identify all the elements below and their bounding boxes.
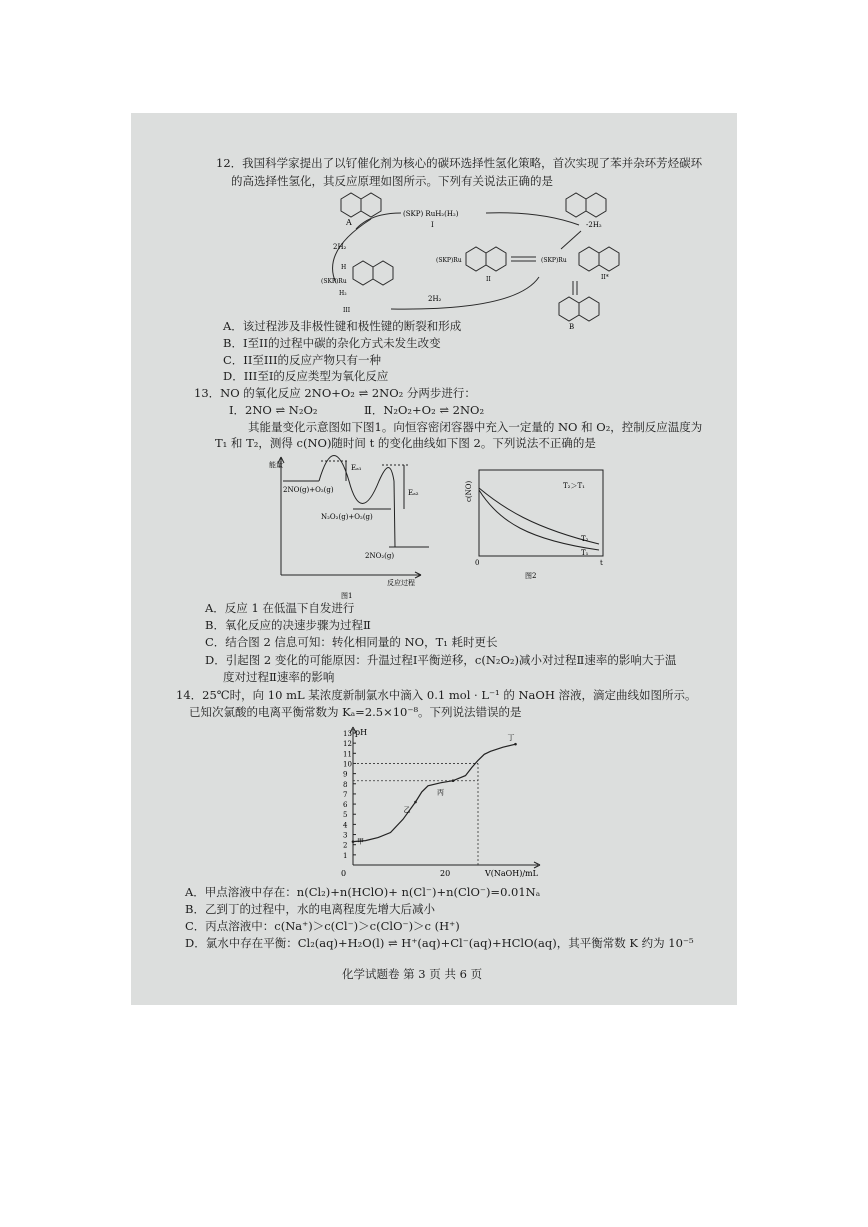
chart-point	[352, 840, 355, 843]
q14-option-a: A．甲点溶液中存在：n(Cl₂)+n(HClO)+ n(Cl⁻)+n(ClO⁻)=0.01Nₐ	[185, 885, 541, 899]
chart-y-tick-label: 11	[343, 750, 352, 759]
label-ii: II	[486, 276, 491, 283]
q13-option-d-line1: D．引起图 2 变化的可能原因：升温过程Ⅰ平衡逆移，c(N₂O₂)减小对过程Ⅱ速率的影响大于温	[205, 653, 677, 667]
fig2-curve-t2-label: T₂	[581, 535, 589, 543]
chart-xlabel: V(NaOH)/mL	[485, 869, 538, 878]
fig1-ea2: Eₐ₂	[408, 489, 419, 497]
q13-figure2-concentration-plot	[463, 466, 613, 581]
chart-y-tick-label: 1	[343, 851, 348, 860]
q14-titration-chart	[327, 725, 557, 885]
arrow-iii-to-i	[333, 219, 371, 283]
molecule-a-ring2	[361, 193, 381, 217]
chart-y-tick-label: 7	[343, 790, 348, 799]
label-minus-2h2: -2H₂	[586, 221, 602, 229]
label-i: I	[431, 221, 434, 229]
q13-stem-line3: 其能量变化示意图如下图1。向恒容密闭容器中充入一定量的 NO 和 O₂，控制反应温度为	[248, 420, 703, 434]
q14-option-b: B．乙到丁的过程中，水的电离程度先增大后减小	[185, 902, 435, 916]
label-a: A	[346, 218, 352, 227]
molecule-a-ring1	[341, 193, 361, 217]
q13-option-d-line2: 度对过程Ⅱ速率的影响	[223, 670, 335, 684]
chart-point-label: 乙	[403, 806, 411, 815]
chart-point-label: 丁	[507, 734, 515, 743]
titration-curve	[353, 744, 516, 841]
chart-point	[414, 801, 417, 804]
label-i-formula: (SKP) RuH₂(H₂)	[403, 210, 459, 218]
arrow-i-right	[486, 213, 579, 225]
q13-stem-line1: 13．NO 的氧化反应 2NO+O₂ ⇌ 2NO₂ 分两步进行：	[194, 386, 476, 400]
q14-option-d: D．氯水中存在平衡：Cl₂(aq)+H₂O(l) ⇌ H⁺(aq)+Cl⁻(aq)+HClO(aq)，其平衡常数 K 约为 10⁻⁵	[185, 936, 694, 950]
chart-point-label: 丙	[437, 788, 444, 797]
chart-y-tick-label: 6	[343, 801, 348, 810]
label-h2: H₂	[339, 290, 347, 297]
exam-page	[131, 113, 737, 1005]
fig2-ylabel: c(NO)	[465, 480, 473, 502]
arrow-ii-to-iii	[391, 277, 539, 309]
q13-figure1-energy-diagram	[269, 451, 429, 601]
label-2h2-bottom: 2H₂	[428, 295, 442, 303]
q14-stem-line1: 14．25℃时，向 10 mL 某浓度新制氯水中滴入 0.1 mol · L⁻¹ 的 NaOH 溶液，滴定曲线如图所示。	[176, 688, 697, 702]
q13-option-b: B．氧化反应的决速步骤为过程Ⅱ	[205, 618, 371, 632]
q13-step1: Ⅰ．2NO ⇌ N₂O₂	[229, 403, 318, 417]
q13-option-c: C．结合图 2 信息可知：转化相同量的 NO，T₁ 耗时更长	[205, 635, 498, 649]
label-skp-ru-iistar: (SKP)Ru	[541, 257, 567, 264]
fig1-level3: 2NO₂(g)	[365, 552, 395, 560]
fig1-level2: N₂O₂(g)+O₂(g)	[321, 513, 373, 521]
q13-step2: Ⅱ．N₂O₂+O₂ ⇌ 2NO₂	[364, 403, 485, 417]
chart-y-tick-label: 10	[343, 760, 352, 769]
chart-y-tick-label: 8	[343, 780, 348, 789]
fig1-ylabel: 能量	[269, 461, 283, 469]
page-footer: 化学试题卷 第 3 页 共 6 页	[342, 967, 483, 981]
chart-y-tick-label: 12	[343, 740, 352, 749]
chart-point	[452, 779, 455, 782]
q12-option-a: A．该过程涉及非极性键和极性键的断裂和形成	[223, 319, 462, 333]
chart-point	[514, 743, 517, 746]
label-skp-ru-iii: (SKP)Ru	[321, 278, 347, 285]
q14-option-c: C．丙点溶液中：c(Na⁺)＞c(Cl⁻)＞c(ClO⁻)＞c (H⁺)	[185, 919, 460, 933]
chart-y-tick-label: 3	[343, 831, 348, 840]
q12-stem-line2: 的高选择性氢化，其反应原理如图所示。下列有关说法正确的是	[231, 174, 553, 188]
fig2-origin: 0	[475, 559, 480, 567]
chart-ylabel: pH	[355, 728, 368, 737]
fig1-xlabel: 反应过程	[387, 579, 415, 587]
fig2-xlabel: t	[600, 559, 603, 567]
quinoline-ring1	[566, 193, 586, 217]
chart-y-tick-label: 2	[343, 841, 348, 850]
q13-option-a: A．反应 1 在低温下自发进行	[205, 601, 355, 615]
label-iistar: II*	[601, 274, 609, 281]
energy-curve	[319, 456, 394, 504]
label-2h2-left: 2H₂	[333, 243, 347, 251]
q12-option-c: C．II至III的反应产物只有一种	[223, 353, 382, 367]
fig1-level1: 2NO(g)+O₂(g)	[283, 486, 334, 494]
q12-stem-line1: 12．我国科学家提出了以钌催化剂为核心的碳环选择性氢化策略，首次实现了苯并杂环芳烃碳环	[216, 156, 703, 170]
label-iii: III	[343, 307, 351, 314]
label-h: H	[341, 264, 347, 271]
chart-point-label: 甲	[357, 837, 364, 846]
label-skp-ru-ii: (SKP)Ru	[436, 257, 462, 264]
chart-x-tick-20: 20	[440, 869, 451, 878]
quinoline-ring2	[586, 193, 606, 217]
q13-stem-line4: T₁ 和 T₂，测得 c(NO)随时间 t 的变化曲线如下图 2。下列说法不正确的是	[215, 436, 596, 450]
fig1-caption: 图1	[341, 592, 353, 600]
chart-y-tick-label: 9	[343, 770, 348, 779]
chart-y-tick-label: 13	[343, 730, 352, 738]
chart-y-tick-label: 4	[343, 821, 348, 830]
fig1-ea1: Eₐ₁	[351, 464, 362, 472]
label-b: B	[569, 323, 575, 331]
fig2-caption: 图2	[525, 572, 537, 580]
fig2-note: T₂＞T₁	[563, 482, 585, 490]
arrow-a-to-i	[356, 213, 401, 229]
chart-origin: 0	[341, 869, 347, 878]
q12-option-d: D．III至I的反应类型为氧化反应	[223, 369, 389, 383]
q12-catalytic-cycle-diagram	[311, 191, 621, 331]
q14-stem-line2: 已知次氯酸的电离平衡常数为 Kₐ=2.5×10⁻⁸。下列说法错误的是	[189, 705, 522, 719]
chart-y-tick-label: 5	[343, 811, 348, 820]
q12-option-b: B．I至II的过程中碳的杂化方式未发生改变	[223, 336, 441, 350]
arrow-down-ii	[561, 231, 581, 249]
fig2-curve-t1-label: T₁	[581, 549, 589, 557]
